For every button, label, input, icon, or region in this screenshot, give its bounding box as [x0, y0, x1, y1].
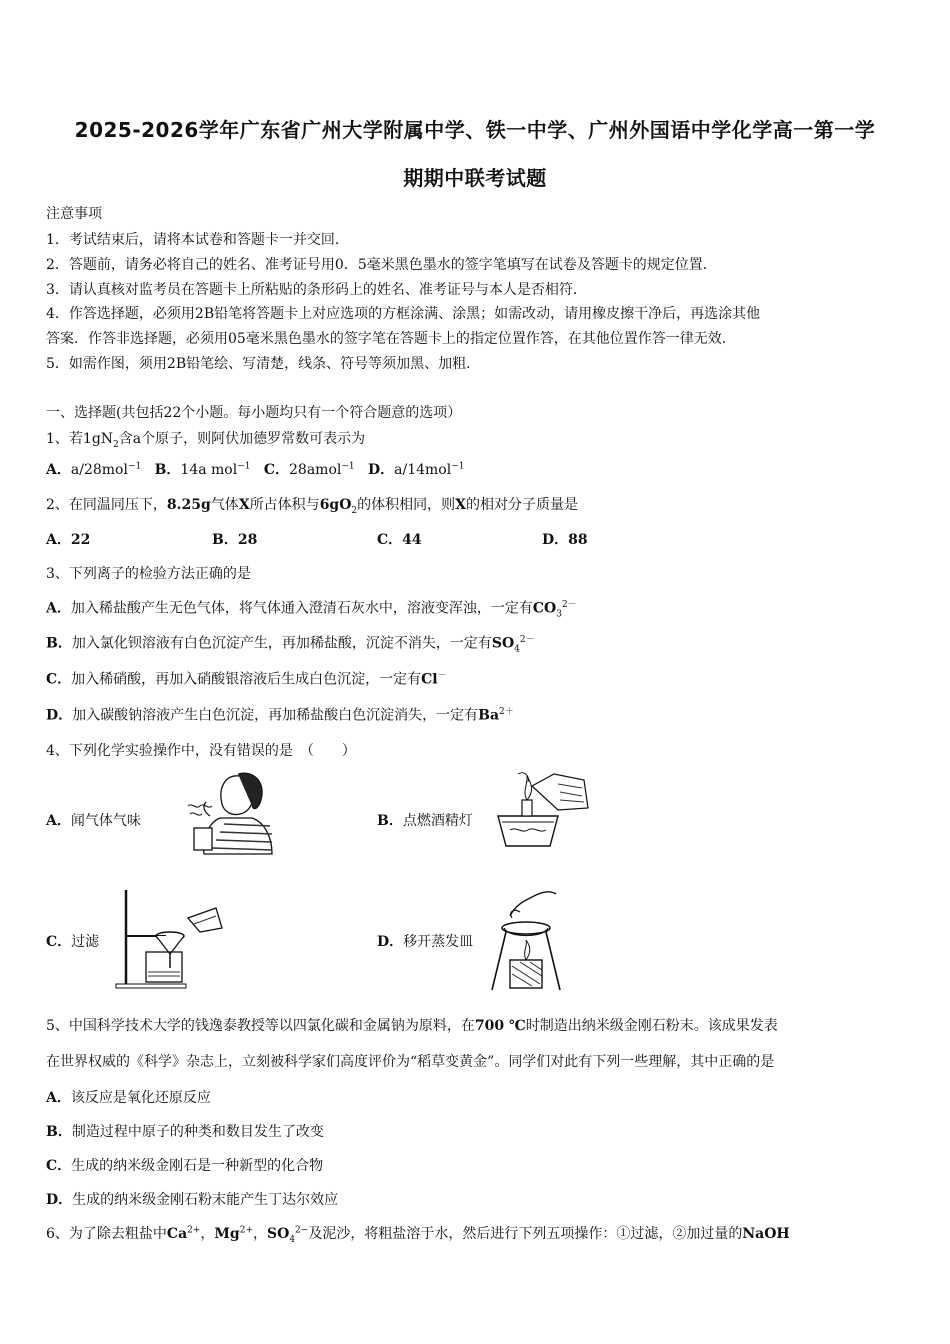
filtration-illustration	[108, 884, 238, 990]
option-b[interactable]: B．制造过程中原子的种类和数目发生了改变	[46, 1124, 324, 1140]
option-b[interactable]: B．28	[212, 532, 258, 548]
option-b[interactable]: B．点燃酒精灯	[377, 813, 473, 829]
evaporating-dish-illustration	[486, 886, 568, 992]
option-a[interactable]: A．加入稀盐酸产生无色气体，将气体通入澄清石灰水中，溶液变浑浊，一定有$CO_3^{2-}$	[46, 600, 577, 620]
question-5-stem-line1: 5、中国科学技术大学的钱逸泰教授等以四氯化碳和金属钠为原料，在700 ℃时制造出纳米级金刚石粉末。该成果发表	[46, 1018, 778, 1034]
notice-item: 2．答题前，请务必将自己的姓名、准考证号用0．5毫米黑色墨水的签字笔填写在试卷及答题卡的规定位置．	[46, 257, 717, 273]
option-b[interactable]: B．加入氯化钡溶液有白色沉淀产生，再加稀盐酸，沉淀不消失，一定有$SO_4^{2-}$	[46, 635, 535, 655]
option-a[interactable]: A．22	[46, 532, 91, 548]
option-d[interactable]: D．生成的纳米级金刚石粉末能产生丁达尔效应	[46, 1192, 339, 1208]
option-d[interactable]: D．88	[542, 532, 588, 548]
option-c[interactable]: C．过滤	[46, 934, 100, 950]
notice-item: 答案．作答非选择题，必须用05毫米黑色墨水的签字笔在答题卡上的指定位置作答，在其他位置作答一律无效．	[46, 331, 736, 347]
option-d[interactable]: D．加入碳酸钠溶液产生白色沉淀，再加稀盐酸白色沉淀消失，一定有$Ba^{2+}$	[46, 707, 514, 724]
notice-item: 5．如需作图，须用2B铅笔绘、写清楚，线条、符号等须加黑、加粗．	[46, 356, 481, 372]
option-a[interactable]: A．a/28mol$^{-1}$	[46, 461, 142, 478]
smell-gas-illustration	[180, 766, 280, 856]
question-5-stem-line2: 在世界权威的《科学》杂志上，立刻被科学家们高度评价为“稻草变黄金”。同学们对此有下列一些理解，其中正确的是	[46, 1054, 775, 1070]
option-c[interactable]: C．加入稀硝酸，再加入硝酸银溶液后生成白色沉淀，一定有Cl－	[46, 671, 447, 688]
question-4-stem: 4、下列化学实验操作中，没有错误的是 （ ）	[46, 743, 356, 759]
question-3-stem: 3、下列离子的检验方法正确的是	[46, 566, 251, 582]
option-a[interactable]: A．闻气体气味	[46, 813, 141, 829]
question-2-stem: 2、在同温同压下，8.25g气体X所占体积与$6gO_2$的体积相同，则X的相对分子质量是	[46, 497, 579, 516]
page-title-line2: 期期中联考试题	[403, 166, 547, 190]
notice-heading: 注意事项	[46, 206, 102, 222]
option-c[interactable]: C．28amol$^{-1}$	[263, 461, 355, 478]
question-6-stem: 6、为了除去粗盐中$Ca^{2+}$，$Mg^{2+}$，$SO_4^{2-}$及泥沙，将粗盐溶于水，然后进行下列五项操作：①过滤，②加过量的NaOH	[46, 1225, 790, 1245]
notice-item: 1．考试结束后，请将本试卷和答题卡一并交回．	[46, 232, 349, 248]
option-b[interactable]: B．14a mol$^{-1}$	[154, 461, 251, 478]
option-d[interactable]: D．a/14mol$^{-1}$	[368, 461, 465, 478]
option-c[interactable]: C．生成的纳米级金刚石是一种新型的化合物	[46, 1158, 324, 1174]
option-c[interactable]: C．44	[377, 532, 422, 548]
option-a[interactable]: A．该反应是氧化还原反应	[46, 1090, 211, 1106]
notice-item: 3．请认真核对监考员在答题卡上所粘贴的条形码上的姓名、准考证号与本人是否相符．	[46, 282, 587, 298]
question-1-stem: 1、若$1gN_2$含a个原子，则阿伏加德罗常数可表示为	[46, 431, 366, 450]
notice-item: 4．作答选择题，必须用2B铅笔将答题卡上对应选项的方框涂满、涂黑；如需改动，请用橡皮擦干净后，再选涂其他	[46, 306, 761, 322]
page-title-line1: 2025-2026学年广东省广州大学附属中学、铁一中学、广州外国语中学化学高一第一学	[74, 118, 876, 142]
alcohol-lamp-illustration	[488, 766, 598, 850]
question-1-options	[46, 459, 464, 479]
option-d[interactable]: D．移开蒸发皿	[377, 934, 474, 950]
section-heading: 一、选择题(共包括22个小题。每小题均只有一个符合题意的选项）	[46, 405, 462, 421]
